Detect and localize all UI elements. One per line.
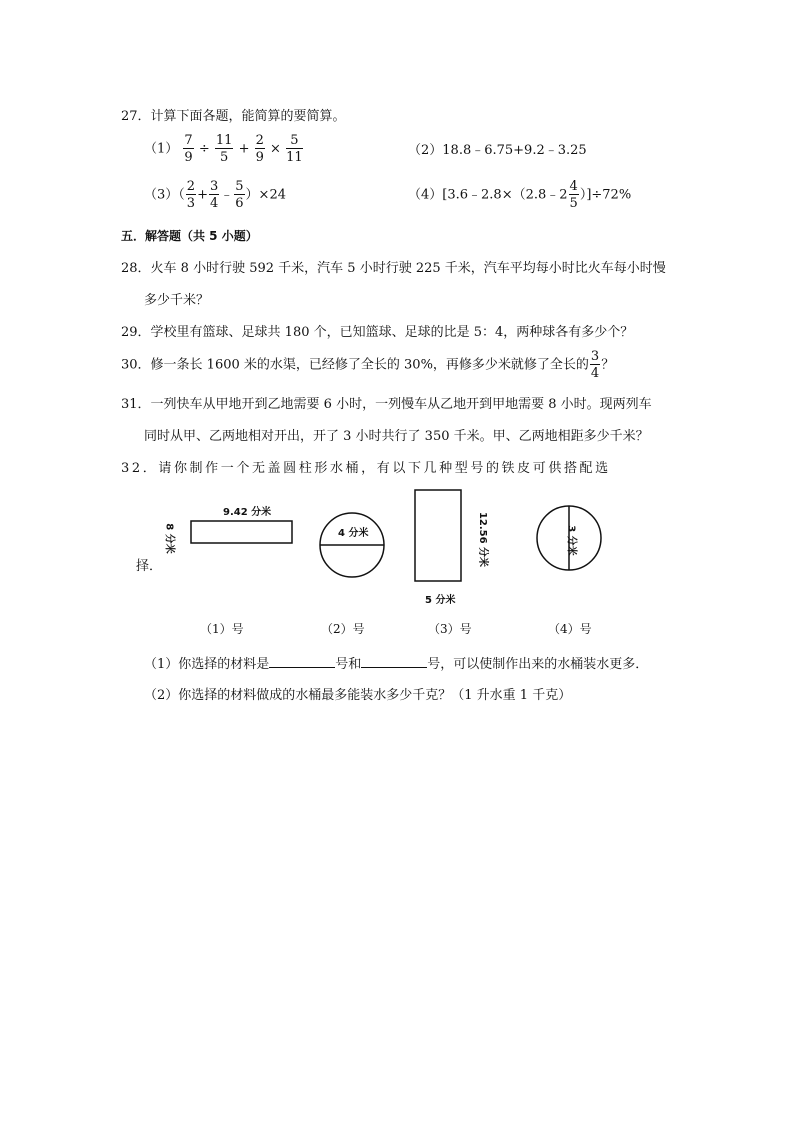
q32-sub1 [144, 653, 648, 672]
figure1-caption: （1）号 [200, 622, 244, 636]
fraction: $\frac{3}{4}$ [209, 179, 219, 211]
fraction: $\frac{2}{9}$ [255, 133, 264, 165]
figure4-caption: （4）号 [548, 622, 592, 636]
figure4-label: 3 分米 [565, 525, 577, 556]
q32-line1: 32．请你制作一个无盖圆柱形水桶，有以下几种型号的铁皮可供搭配选 [121, 461, 611, 476]
q32-sub1-b: 号和 [335, 657, 362, 672]
q28-line1: 28．火车 8 小时行驶 592 千米，汽车 5 小时行驶 225 千米，汽车平均每小时比火车每小时慢 [121, 261, 666, 276]
q27-title: 27．计算下面各题，能简算的要简算。 [121, 109, 346, 124]
answer-blank[interactable] [361, 655, 427, 668]
q29-text: 29．学校里有篮球、足球共 180 个，已知篮球、足球的比是 5：4，两种球各有多少个？ [121, 325, 634, 340]
q27-p4-pre: （4）[3.6﹣2.8×（2.8﹣2 [408, 187, 568, 203]
fraction: $\frac{7}{9}$ [184, 133, 193, 165]
q27-p1-label: （1） [144, 141, 179, 157]
q32-sub1-c: 号，可以使制作出来的水桶装水更多． [427, 657, 649, 672]
operator: + [197, 187, 208, 203]
section-title: 五．解答题（共 5 小题） [121, 229, 258, 243]
operator: ÷ [198, 141, 210, 157]
q28-line2: 多少千米？ [144, 293, 210, 308]
operator: ﹣ [220, 187, 234, 203]
fraction: $\frac{11}{5}$ [215, 133, 233, 165]
operator: + [238, 141, 250, 157]
figure3-bottom-label: 5 分米 [425, 595, 456, 606]
figure2-label: 4 分米 [338, 528, 369, 539]
fraction: $\frac{3}{4}$ [590, 349, 600, 381]
figure1-side-label: 8 分米 [163, 523, 175, 554]
fraction: $\frac{5}{6}$ [235, 179, 244, 211]
figure3-caption: （3）号 [428, 622, 472, 636]
figure1-top-label: 9.42 分米 [223, 507, 272, 518]
fraction: $\frac{2}{3}$ [186, 179, 196, 211]
q27-part2: （2）18.8﹣6.75+9.2﹣3.25 [408, 143, 587, 158]
q27-p3-label: （3）（ [144, 187, 185, 203]
q30-pre: 30．修一条长 1600 米的水渠，已经修了全长的 30%，再修多少米就修了全长的 [121, 357, 589, 373]
q27-p3-tail: ）×24 [245, 187, 286, 203]
q30-post: ？ [601, 357, 615, 373]
fraction: $\frac{5}{11}$ [286, 133, 303, 165]
figure3-side-label: 12.56 分米 [477, 511, 489, 568]
figure3-rectangle [415, 490, 461, 581]
q32-line1-end: 择． [136, 559, 163, 574]
fraction: $\frac{4}{5}$ [569, 179, 578, 211]
q32-sub1-a: （1）你选择的材料是 [144, 657, 270, 672]
operator: × [270, 141, 281, 157]
q32-sub2: （2）你选择的材料做成的水桶最多能装水多少千克？（1 升水重 1 千克） [144, 688, 572, 703]
figure1-rectangle [191, 521, 292, 543]
answer-blank[interactable] [269, 655, 335, 668]
q27-p4-tail: ）]÷72% [579, 187, 632, 203]
q31-line2: 同时从甲、乙两地相对开出，开了 3 小时共行了 350 千米。甲、乙两地相距多少千米？ [144, 429, 649, 444]
figure2-caption: （2）号 [321, 622, 365, 636]
q31-line1: 31．一列快车从甲地开到乙地需要 6 小时，一列慢车从乙地开到甲地需要 8 小时。现两列车 [121, 397, 652, 412]
